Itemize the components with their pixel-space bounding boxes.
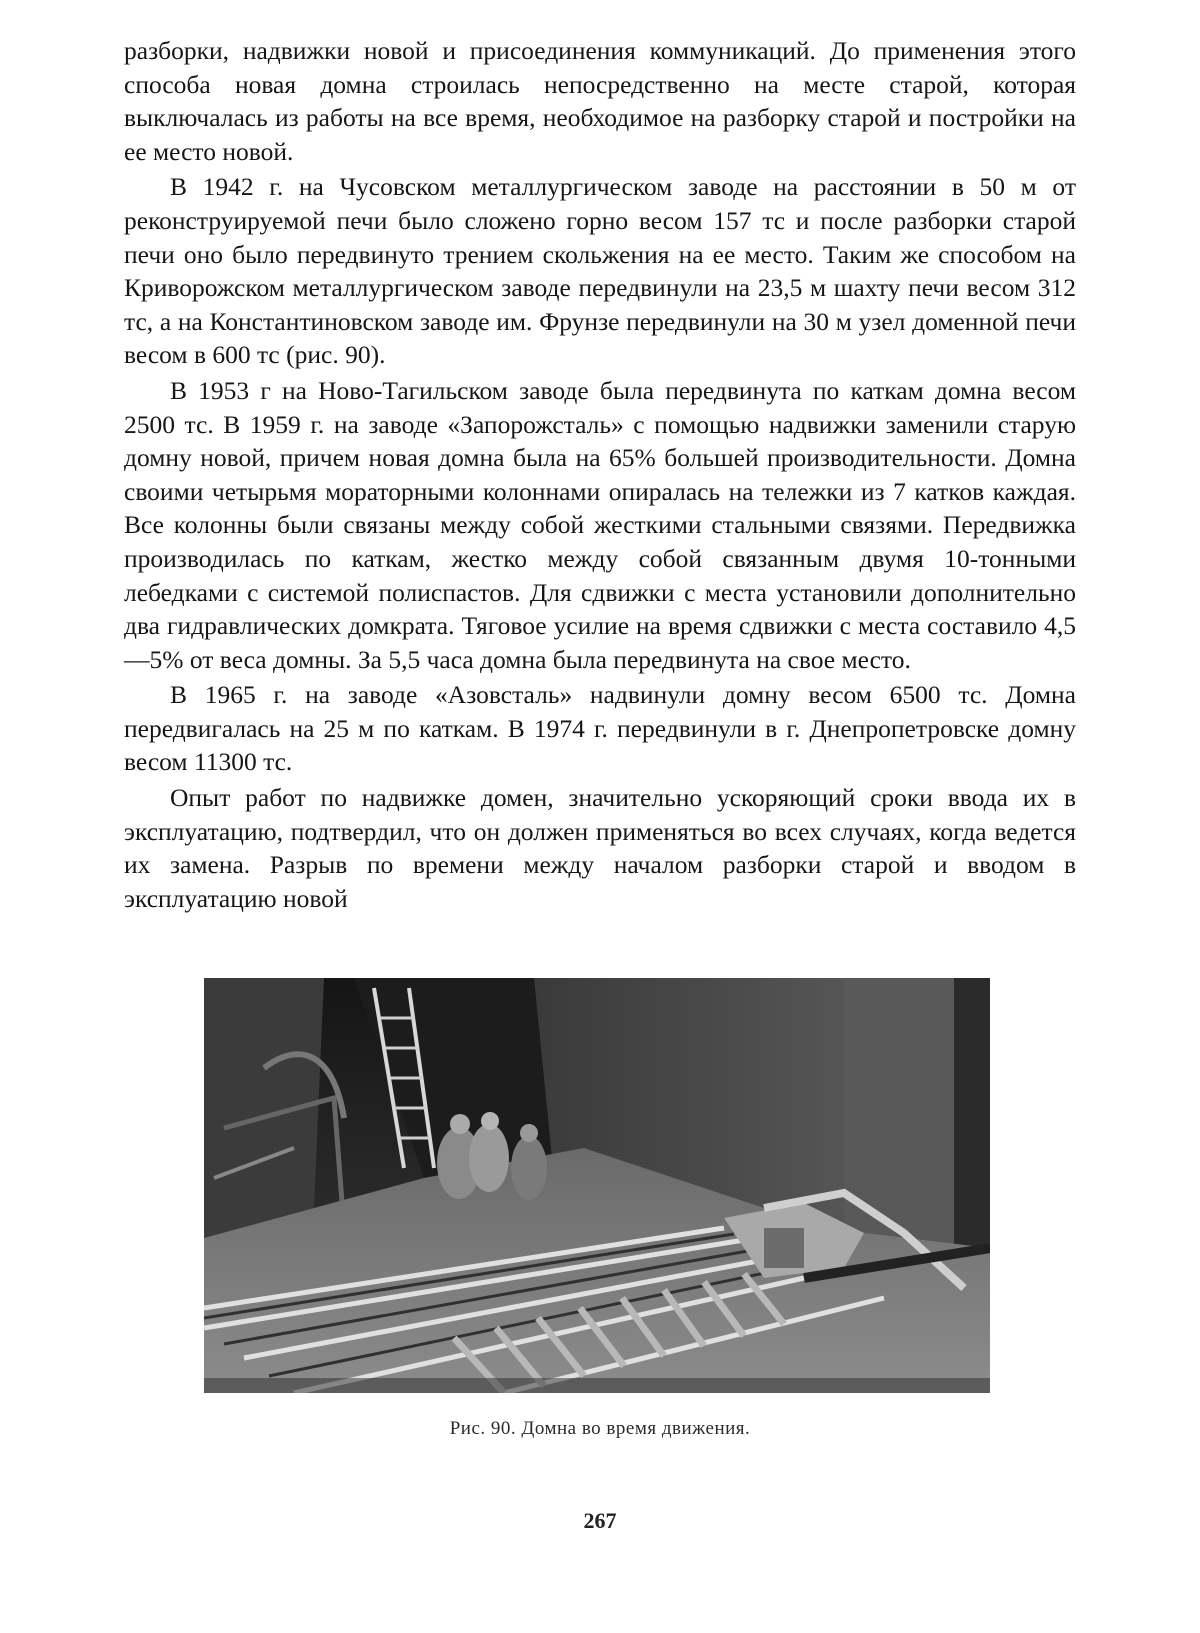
paragraph-4: В 1965 г. на заводе «Азовсталь» надвинули домну весом 6500 тс. Домна передвигалась на 25 м по каткам. В 1974 г. передвинули в г. Днепропетровске домну весом 11300 тс. [124,680,1076,777]
figure-caption: Рис. 90. Домна во время движения. [449,1418,751,1439]
page-number: 267 [583,1508,617,1533]
paragraph-2: В 1942 г. на Чусовском металлургическом заводе на расстоянии в 50 м от реконструируемой печи было сложено горно весом 157 тс и после разборки старой печи оно было передвинуто трением скольжения на ее место. Таким же способом на Криворожском металлургическом заводе передвинули на 23,5 м шахту печи весом 312 тс, а на Константиновском заводе им. Фрунзе передвинули на 30 м узел доменной печи весом в 600 тс (рис. 90). [124,172,1076,370]
blast-furnace-photo [204,978,990,1393]
body-text [124,34,1076,915]
paragraph-5: Опыт работ по надвижке домен, значительно ускоряющий сроки ввода их в эксплуатацию, подтвердил, что он должен применяться во всех случаях, когда ведется их замена. Разрыв по времени между началом разборки старой и вводом в эксплуатацию новой [124,783,1076,913]
figure-photo [204,978,990,1393]
paragraph-1: разборки, надвижки новой и присоединения коммуникаций. До применения этого способа новая домна строилась непосредственно на месте старой, которая выключалась из работы на все время, необходимое на разборку старой и постройки на ее место новой. [124,36,1076,166]
paragraph-3: В 1953 г на Ново-Тагильском заводе была передвинута по каткам домна весом 2500 тс. В 1959 г. на заводе «Запорожсталь» с помощью надвижки заменили старую домну новой, причем новая домна была на 65% большей производительности. Домна своими четырьмя мораторными колоннами опиралась на тележки из 7 катков каждая. Все колонны были связаны между собой жесткими стальными связями. Передвижка производилась по каткам, жестко между собой связанным двумя 10-тонными лебедками с системой полиспастов. Для сдвижки с места установили дополнительно два гидравлических домкрата. Тяговое усилие на время сдвижки с места составило 4,5—5% от веса домны. За 5,5 часа домна была передвинута на свое место. [124,375,1076,674]
